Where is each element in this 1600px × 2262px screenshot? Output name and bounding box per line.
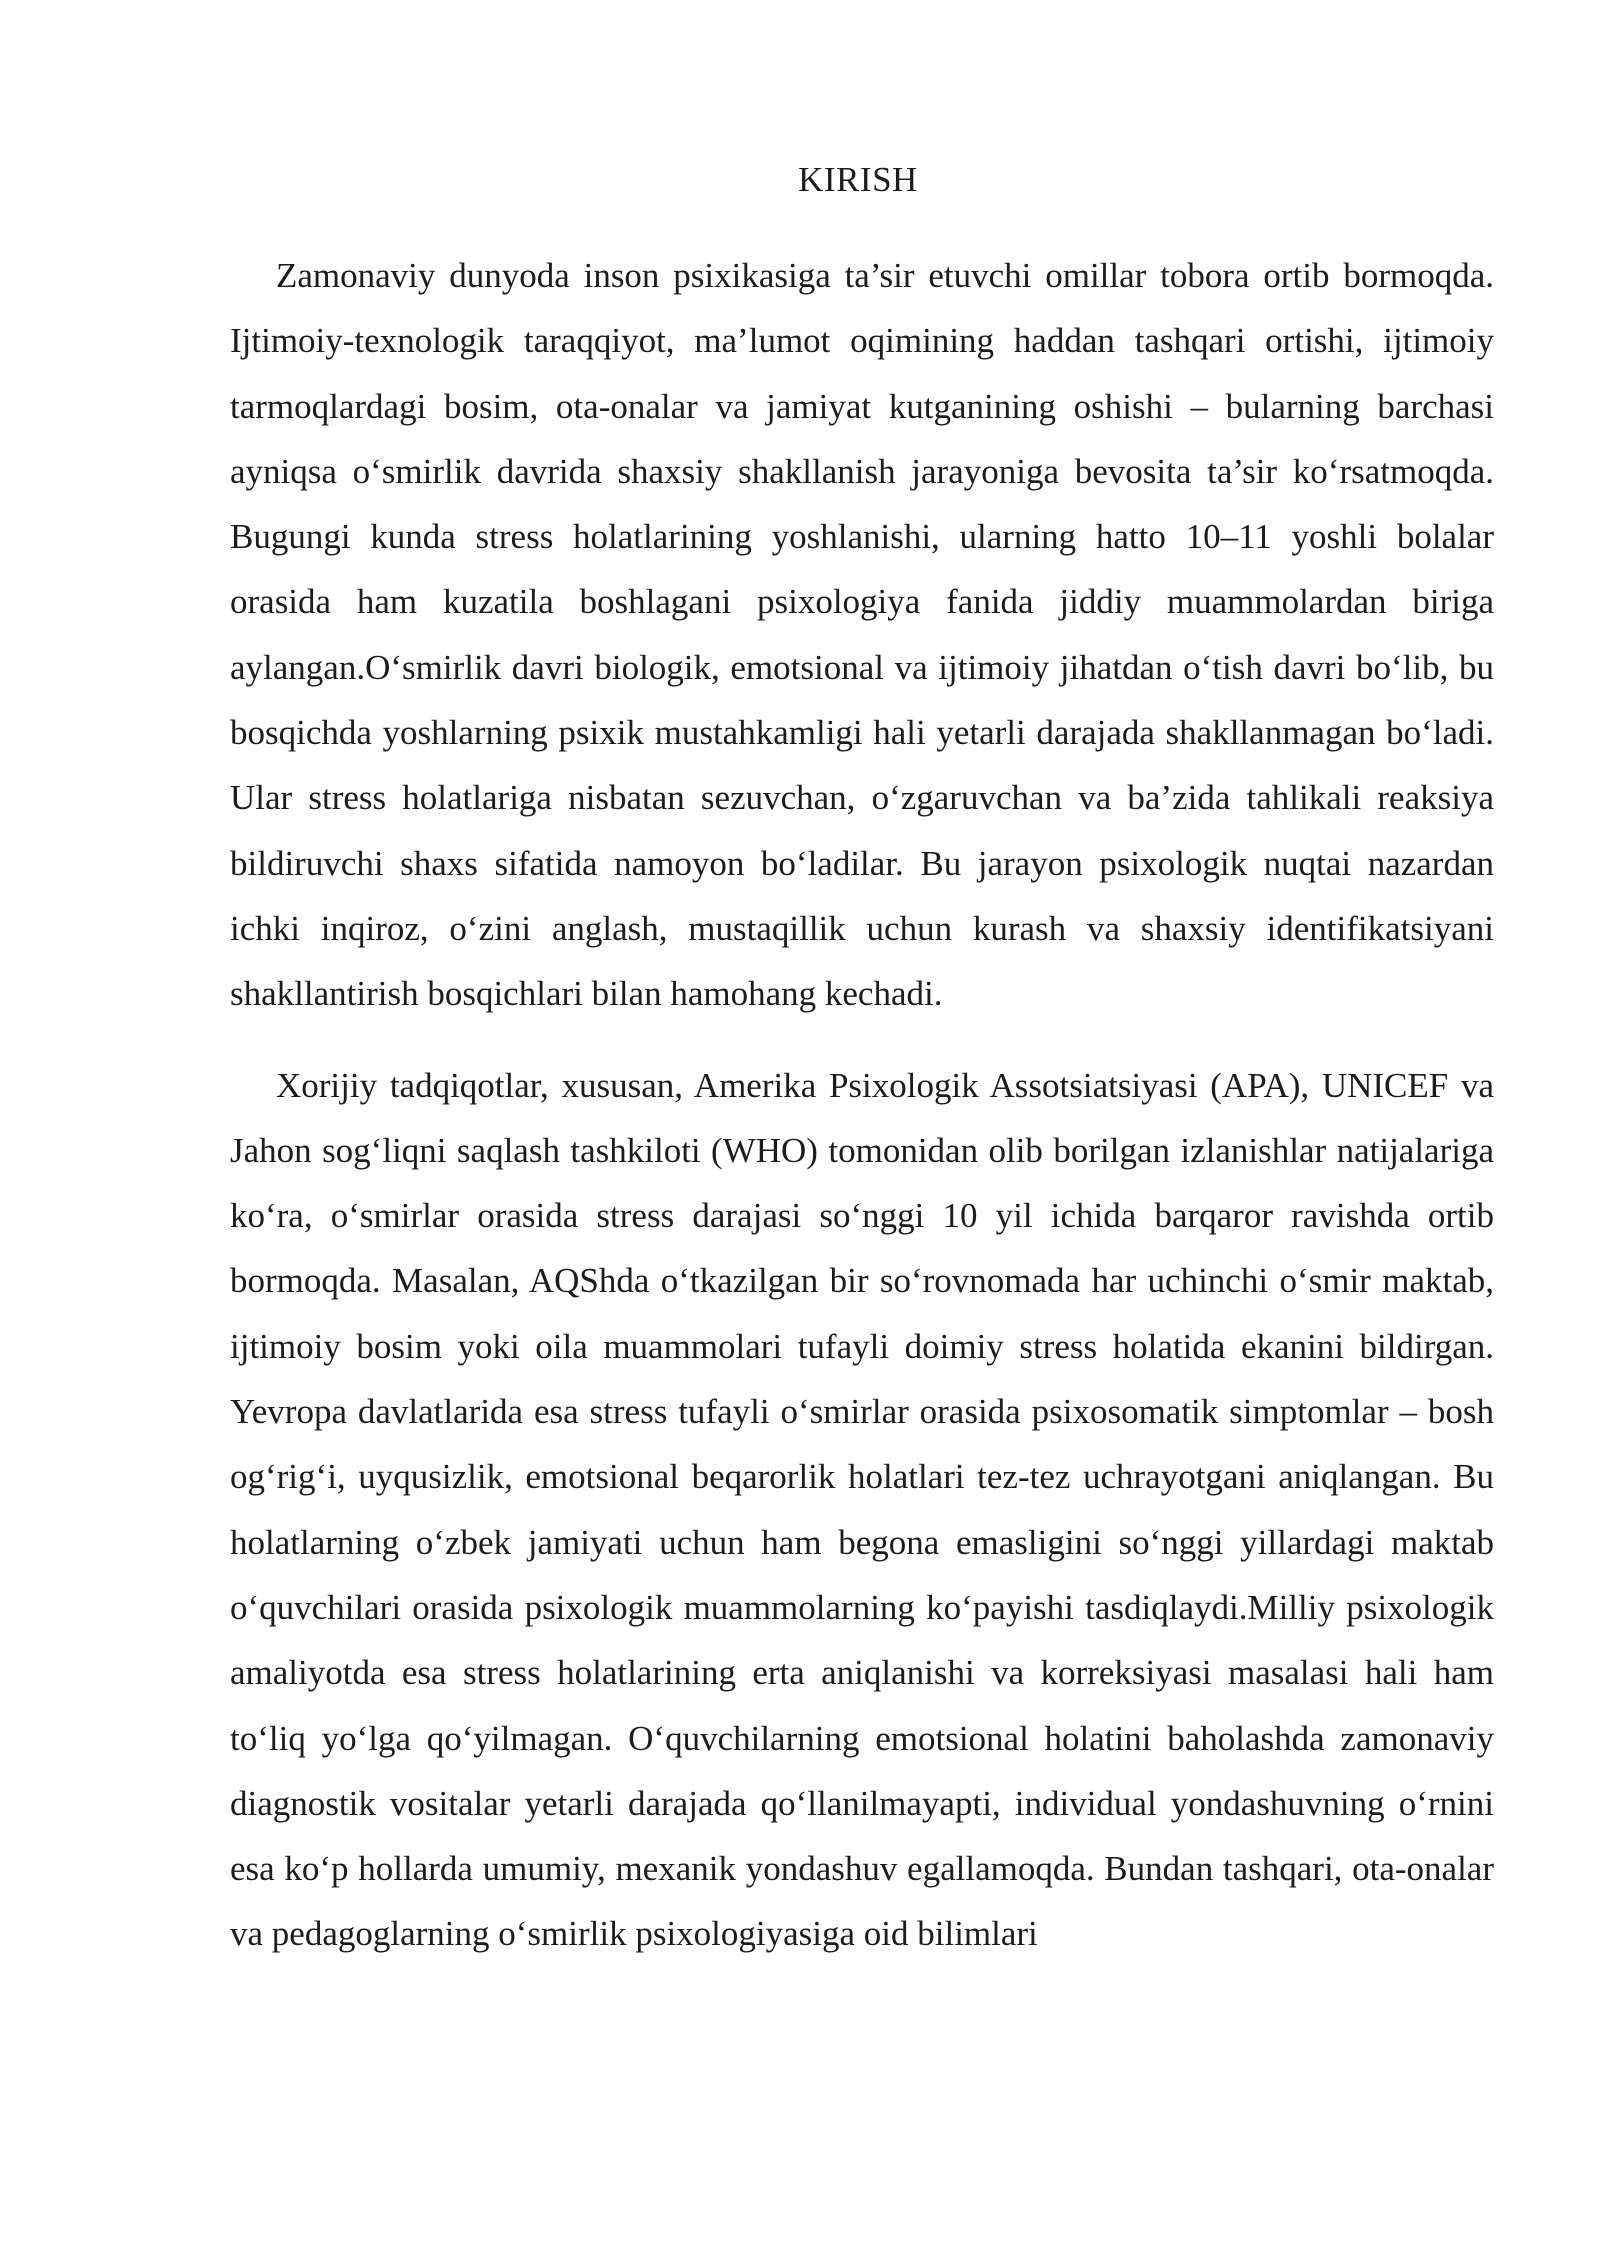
paragraph-research: Xorijiy tadqiqotlar, xususan, Amerika Psixologik Assotsiatsiyasi (APA), UNICEF va Jahon sog‘liqni saqlash tashkiloti (WHO) tomonidan olib borilgan izlanishlar natijalariga ko‘ra, o‘smirlar orasida stress darajasi so‘nggi 10 yil ichida barqaror ravishda ortib bormoqda. Masalan, AQShda o‘tkazilgan bir so‘rovnomada har uchinchi o‘smir maktab, ijtimoiy bosim yoki oila muammolari tufayli doimiy stress holatida ekanini bildirgan. Yevropa davlatlarida esa stress tufayli o‘smirlar orasida psixosomatik simptomlar – bosh og‘rig‘i, uyqusizlik, emotsional beqarorlik holatlari tez-tez uchrayotgani aniqlangan. Bu holatlarning o‘zbek jamiyati uchun ham begona emasligini so‘nggi yillardagi maktab o‘quvchilari orasida psixologik muammolarning ko‘payishi tasdiqlaydi.Milliy psixologik amaliyotda esa stress holatlarining erta aniqlanishi va korreksiyasi masalasi hali ham to‘liq yo‘lga qo‘yilmagan. O‘quvchilarning emotsional holatini baholashda zamonaviy diagnostik vositalar yetarli darajada qo‘llanilmayapti, individual yondashuvning o‘rnini esa ko‘p hollarda umumiy, mexanik yondashuv egallamoqda. Bundan tashqari, ota-onalar va pedagoglarning o‘smirlik psixologiyasiga oid bilimlari xyxy=(230,1065,1494,1954)
body-text xyxy=(230,243,1494,1967)
paragraph-intro: Zamonaviy dunyoda inson psixikasiga ta’sir etuvchi omillar tobora ortib bormoqda. Ijtimoiy-texnologik taraqqiyot, ma’lumot oqimining haddan tashqari ortishi, ijtimoiy tarmoqlardagi bosim, ota-onalar va jamiyat kutganining oshishi – bularning barchasi ayniqsa o‘smirlik davrida shaxsiy shakllanish jarayoniga bevosita ta’sir ko‘rsatmoqda. Bugungi kunda stress holatlarining yoshlanishi, ularning hatto 10–11 yoshli bolalar orasida ham kuzatila boshlagani psixologiya fanida jiddiy muammolardan biriga aylangan.O‘smirlik davri biologik, emotsional va ijtimoiy jihatdan o‘tish davri bo‘lib, bu bosqichda yoshlarning psixik mustahkamligi hali yetarli darajada shakllanmagan bo‘ladi. Ular stress holatlariga nisbatan sezuvchan, o‘zgaruvchan va ba’zida tahlikali reaksiya bildiruvchi shaxs sifatida namoyon bo‘ladilar. Bu jarayon psixologik nuqtai nazardan ichki inqiroz, o‘zini anglash, mustaqillik uchun kurash va shaxsiy identifikatsiyani shakllantirish bosqichlari bilan hamohang kechadi. xyxy=(230,256,1494,1014)
section-title: KIRISH xyxy=(798,160,918,199)
